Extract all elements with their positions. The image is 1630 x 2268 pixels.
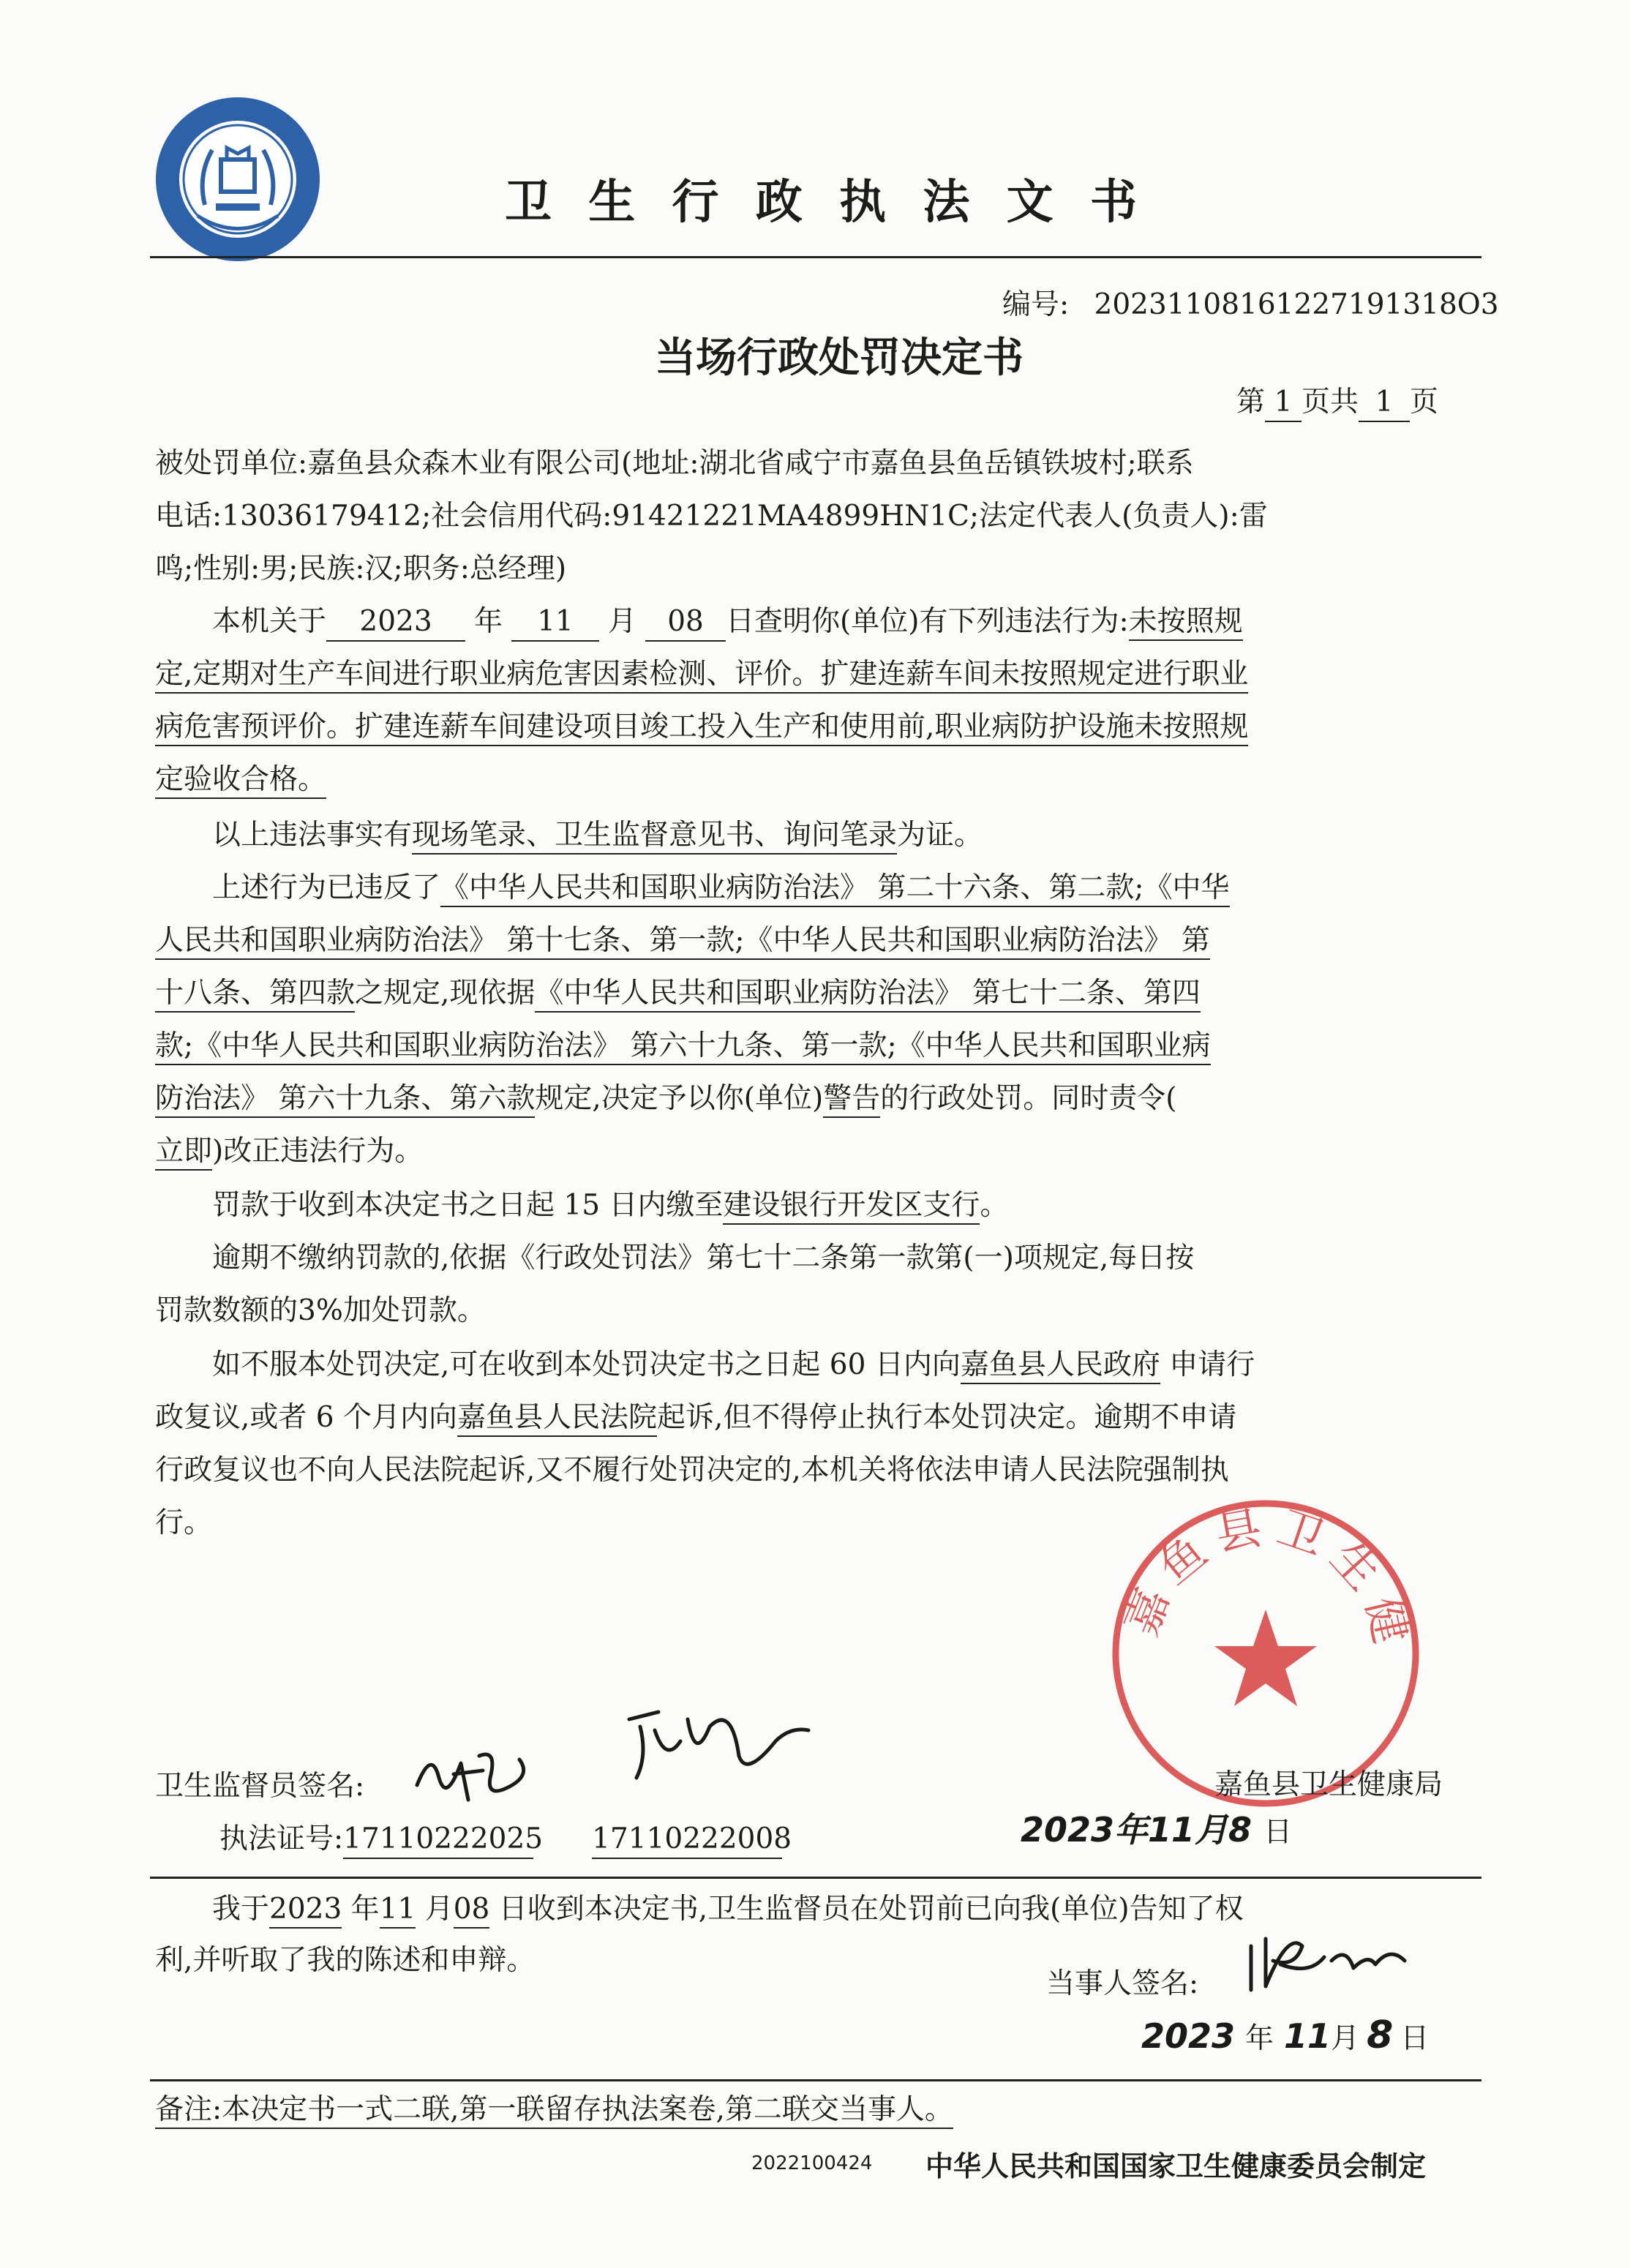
violation-text: 定,定期对生产车间进行职业病危害因素检测、评价。扩建连薪车间未按照规定进行职业 [155,651,1248,692]
penalty-type: 警告 [823,1082,880,1118]
issuer: 中华人民共和国国家卫生健康委员会制定 [925,2150,1427,2182]
inspector-signature-label: 卫生监督员签名: [155,1770,365,1803]
appeal-line4: 行。 [155,1506,213,1539]
receipt-line1: 我于2023 年11 月08 日收到本决定书,卫生监督员在处罚前已向我(单位)告知了权 [212,1886,1244,1927]
violation-text-cont1: 病危害预评价。扩建连薪车间建设项目竣工投入生产和使用前,职业病防护设施未按照规 [155,704,1248,745]
cert-number-2: 17110222008 [592,1822,782,1859]
appeal-line3: 行政复议也不向人民法院起诉,又不履行处罚决定的,本机关将依法申请人民法院强制执 [155,1454,1229,1487]
receipt-line2: 利,并听取了我的陈述和申辩。 [155,1944,536,1977]
party-info-line2: 电话:13036179412;社会信用代码:91421221MA4899HN1C;法定代表人(负责人):雷 [155,500,1268,533]
law-line1: 上述行为已违反了《中华人民共和国职业病防治法》 第二十六条、第二款;《中华 [212,865,1230,906]
page-numbering: 第 1 页共 1 页 [1236,379,1438,422]
header-rule [150,256,1481,258]
appeal-line1: 如不服本处罚决定,可在收到本处罚决定书之日起 60 日内向嘉鱼县人民政府 申请行 [212,1342,1255,1383]
evidence-line: 以上违法事实有现场笔录、卫生监督意见书、询问笔录为证。 [212,812,983,853]
issuing-agency: 嘉鱼县卫生健康局 [1214,1768,1443,1801]
party-info-line1: 被处罚单位:嘉鱼县众森木业有限公司(地址:湖北省咸宁市嘉鱼县鱼岳镇铁坡村;联系 [155,447,1194,480]
party-signature [1244,1917,1412,2008]
seal-text: 嘉鱼县卫生健 [1113,1498,1421,1659]
note-rule [150,2079,1481,2081]
violation-intro: 本机关于 2023 年 11 月 08 日查明你(单位)有下列违法行为:未按照规 [212,598,1243,642]
handwritten-issue-date: 2023年11月8 日 [1021,1810,1293,1850]
violation-text-cont2: 定验收合格。 [155,756,326,797]
law-line3: 十八条、第四款之规定,现依据《中华人民共和国职业病防治法》 第七十二条、第四 [155,970,1201,1011]
overdue-line2: 罚款数额的3%加处罚款。 [155,1294,486,1327]
law-line2: 人民共和国职业病防治法》 第十七条、第一款;《中华人民共和国职业病防治法》 第 [155,917,1210,958]
party-info-line3: 鸣;性别:男;民族:汉;职务:总经理) [155,552,567,585]
party-signature-label: 当事人签名: [1046,1967,1199,2000]
cert-numbers: 执法证号:17110222025 17110222008 [219,1816,782,1859]
cert-number-1: 17110222025 [343,1822,533,1859]
inspector-signature-1 [410,1734,541,1817]
document-number-value: 20231108161227191318О3 [1094,288,1499,321]
document-series-title: 卫 生 行 政 执 法 文 书 [505,175,1147,230]
party-sign-date: 2023 年 11月 8 日 [1141,2013,1430,2057]
overdue-line1: 逾期不缴纳罚款的,依据《行政处罚法》第七十二条第一款第(一)项规定,每日按 [212,1242,1195,1274]
remarks: 备注:本决定书一式二联,第一联留存执法案卷,第二联交当事人。 [155,2087,953,2128]
receipt-rule [150,1877,1481,1879]
law-line6: 立即)改正违法行为。 [155,1128,423,1169]
law-line4: 款;《中华人民共和国职业病防治法》 第六十九条、第一款;《中华人民共和国职业病 [155,1023,1211,1064]
law-line5: 防治法》 第六十九条、第六款规定,决定予以你(单位)警告的行政处罚。同时责令( [155,1075,1176,1116]
document-number: 编号: 20231108161227191318О3 [1002,288,1499,321]
form-code: 2022100424 [751,2152,873,2174]
page-title: 当场行政处罚决定书 [655,334,1024,382]
fine-line: 罚款于收到本决定书之日起 15 日内缴至建设银行开发区支行。 [212,1182,1008,1223]
inspection-emblem [154,95,322,263]
appeal-line2: 政复议,或者 6 个月内向嘉鱼县人民法院起诉,但不得停止执行本处罚决定。逾期不申请 [155,1394,1236,1435]
inspector-signature-2 [615,1697,812,1795]
